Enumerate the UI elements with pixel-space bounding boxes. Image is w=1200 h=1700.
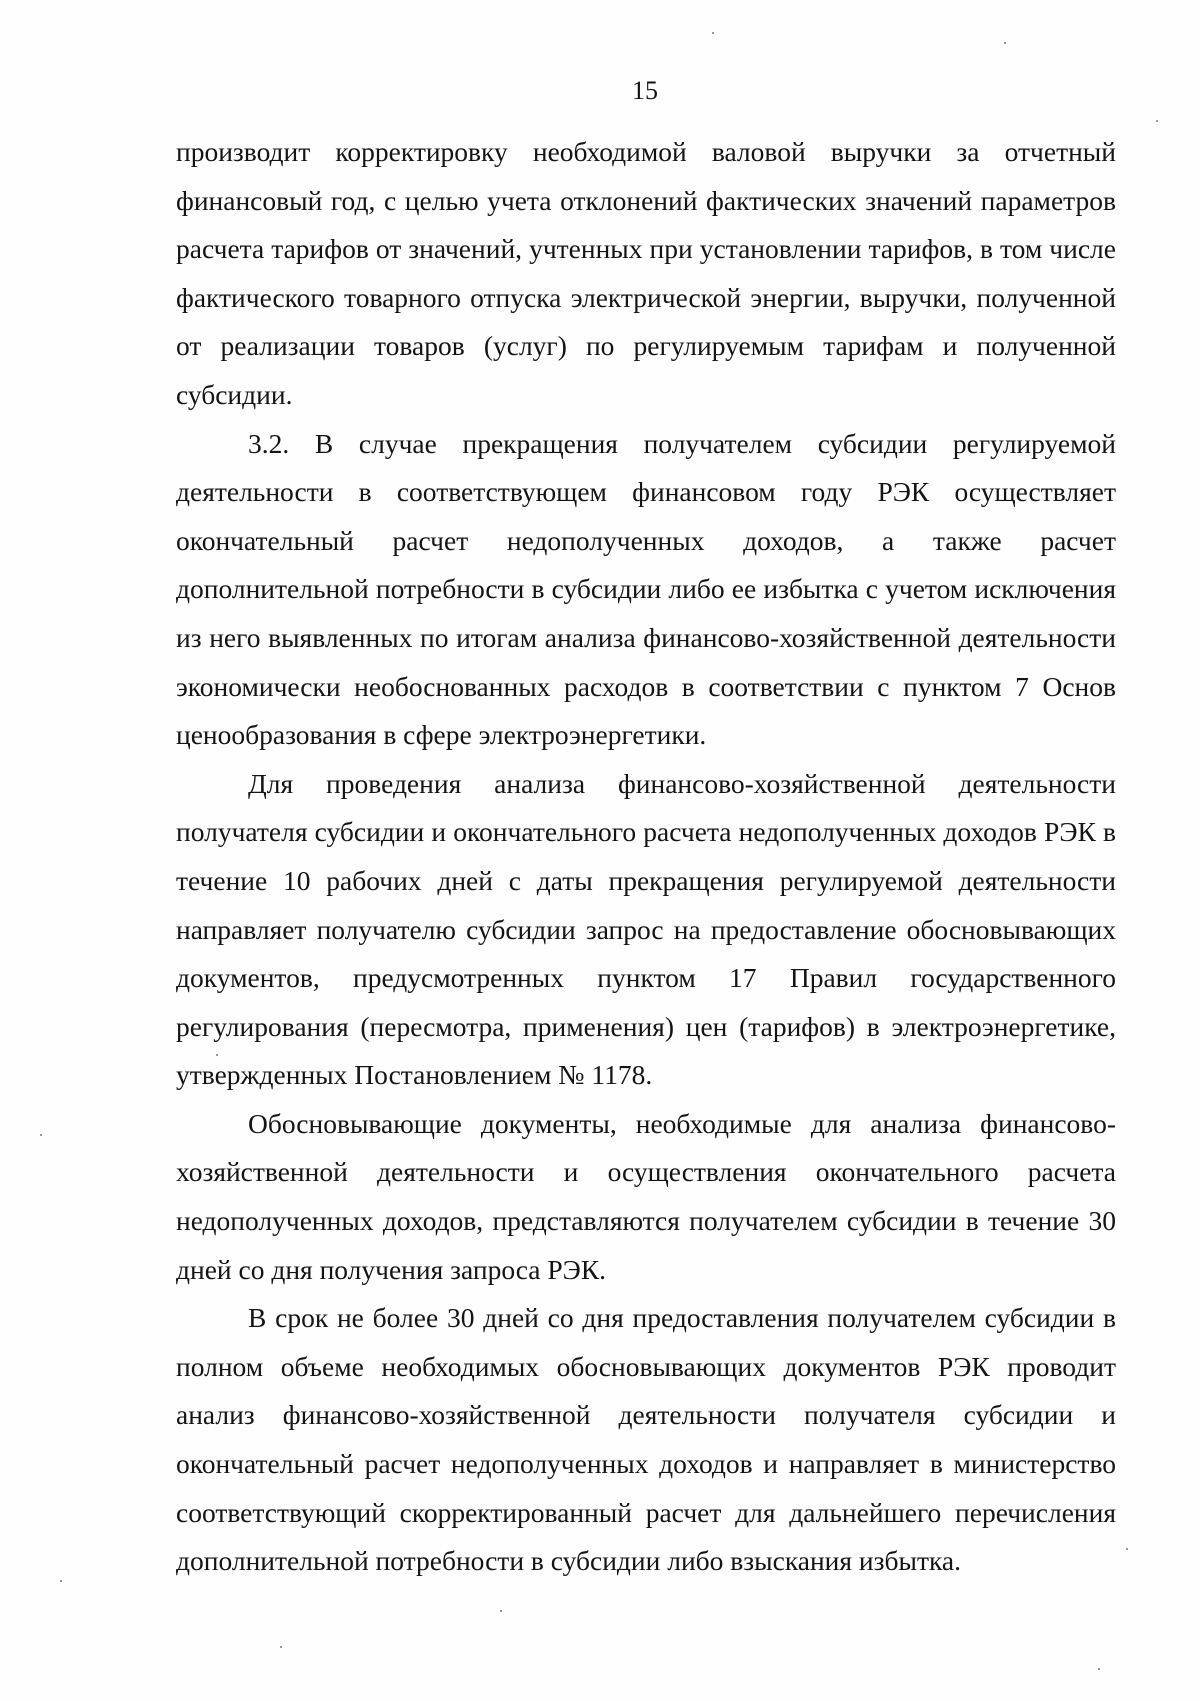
scan-speck xyxy=(500,1610,502,1612)
scan-speck xyxy=(1156,120,1158,122)
scan-speck xyxy=(1098,1668,1100,1670)
page-number: 15 xyxy=(632,76,658,105)
scan-speck xyxy=(1126,1548,1128,1550)
scan-speck xyxy=(712,32,714,34)
scan-speck xyxy=(216,1054,218,1056)
scan-speck xyxy=(40,1134,42,1136)
paragraph-3-2: 3.2. В случае прекращения получателем субсидии регулируемой деятельности в соответствующем финансовом году РЭК осуществляет окончательный расчет недополученных доходов, а также расчет дополнительной потребности в субсидии либо ее избытка с учетом исключения из него выявленных по итогам анализа финансово-хозяйственной деятельности экономически необоснованных расходов в соответствии с пунктом 7 Основ ценообразования в сфере электроэнергетики. xyxy=(176,427,1116,751)
scan-speck xyxy=(280,1646,282,1648)
scan-speck xyxy=(1004,42,1006,44)
paragraph-continuation: производит корректировку необходимой валовой выручки за отчетный финансовый год, с целью учета отклонений фактических значений параметров расчета тарифов от значений, учтенных при установлении тарифов, в том числе фактического товарного отпуска электрической энергии, выручки, полученной от реализации товаров (услуг) по регулируемым тарифам и полученной субсидии. xyxy=(176,136,1116,410)
paragraph-final-calculation: В срок не более 30 дней со дня предоставления получателем субсидии в полном объеме необходимых обосновывающих документов РЭК проводит анализ финансово-хозяйственной деятельности получателя субсидии и окончательный расчет недополученных доходов и направляет в министерство соответствующий скорректированный расчет для дальнейшего перечисления дополнительной потребности в субсидии либо взыскания избытка. xyxy=(176,1302,1116,1577)
paragraph-analysis-request: Для проведения анализа финансово-хозяйственной деятельности получателя субсидии и окончательного расчета недополученных доходов РЭК в течение 10 рабочих дней с даты прекращения регулируемой деятельности направляет получателю субсидии запрос на предоставление обосновывающих документов, предусмотренных пунктом 17 Правил государственного регулирования (пересмотра, применения) цен (тарифов) в электроэнергетике, утвержденных Постановлением № 1178. xyxy=(176,767,1116,1091)
paragraph-supporting-documents: Обосновывающие документы, необходимые для анализа финансово-хозяйственной деятельности и осуществления окончательного расчета недополученных доходов, представляются получателем субсидии в течение 30 дней со дня получения запроса РЭК. xyxy=(176,1107,1116,1285)
scan-speck xyxy=(60,1580,62,1582)
document-body xyxy=(176,128,1116,1586)
